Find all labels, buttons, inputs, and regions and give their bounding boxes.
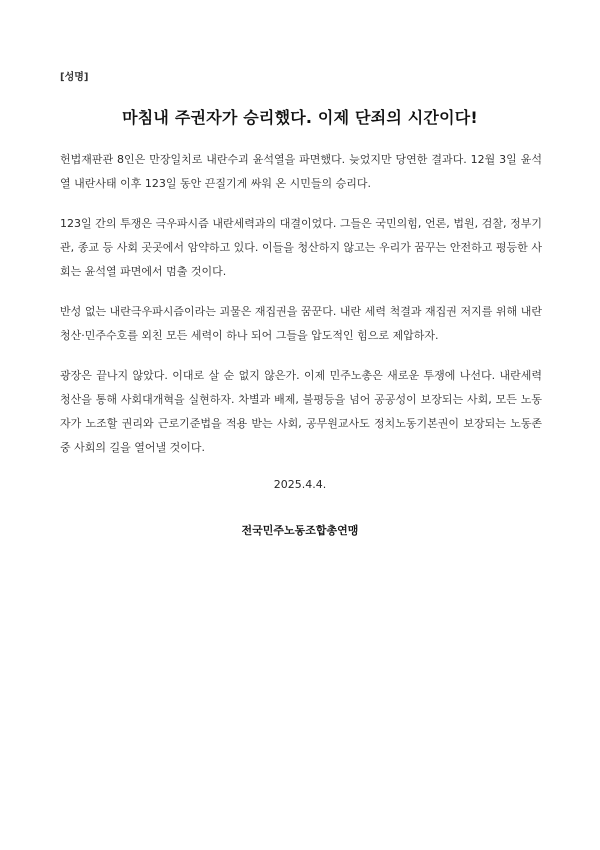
document-tag: [성명]	[60, 72, 89, 83]
document-date: 2025.4.4.	[273, 478, 327, 491]
paragraph-2: 123일 간의 투쟁은 극우파시즘 내란세력과의 대결이었다. 그들은 국민의힘, 언론, 법원, 검찰, 정부기관, 종교 등 사회 곳곳에서 암약하고 있다. 이들을 청산하지 않고는 우리가 꿈꾸는 안전하고 평등한 사회는 윤석열 파면에서 멈출 것이다.	[60, 217, 542, 278]
paragraph-4: 광장은 끝나지 않았다. 이대로 살 순 없지 않은가. 이제 민주노총은 새로운 투쟁에 나선다. 내란세력 청산을 통해 사회대개혁을 실현하자. 차별과 배제, 불평등을 넘어 공공성이 보장되는 사회, 모든 노동자가 노조할 권리와 근로기준법을 적용 받는 사회, 공무원교사도 정치노동기본권이 보장되는 노동존중 사회의 길을 열어낼 것이다.	[60, 369, 542, 454]
paragraph-3: 반성 없는 내란극우파시즘이라는 괴물은 재집권을 꿈꾼다. 내란 세력 척결과 재집권 저지를 위해 내란청산·민주수호를 외친 모든 세력이 하나 되어 그들을 압도적인 힘으로 제압하자.	[60, 305, 542, 342]
document-title: 마침내 주권자가 승리했다. 이제 단죄의 시간이다!	[122, 108, 478, 127]
paragraph-1: 헌법재판관 8인은 만장일치로 내란수괴 윤석열을 파면했다. 늦었지만 당연한 결과다. 12월 3일 윤석열 내란사태 이후 123일 동안 끈질기게 싸워 온 시민들의 승리다.	[60, 153, 542, 190]
issuing-organization: 전국민주노동조합총연맹	[241, 524, 359, 537]
